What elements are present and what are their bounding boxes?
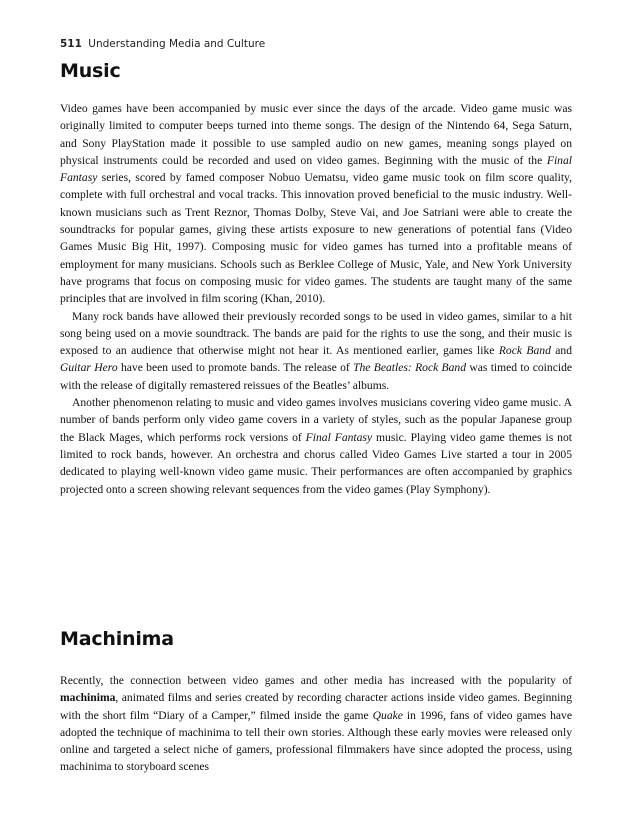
emphasis-text: The Beatles: Rock Band — [353, 361, 467, 375]
paragraph — [60, 672, 572, 776]
text-run: Another phenomenon relating to music and video games involves musicians covering video game music. A number of bands perform only video game covers in a variety of styles, such as the popular Japanese group the Black Mages, which performs rock versions of — [60, 396, 572, 444]
emphasis-text: Final Fantasy — [305, 430, 373, 444]
text-run: music. Playing video game themes is not limited to rock bands, however. An orchestra and chorus called Video Games Live started a tour in 2005 dedicated to playing well-known video game music. Their performances are often accompanied by graphics projected onto a screen showing relevant sequences from the video games (Play Symphony). — [60, 430, 572, 496]
paragraph — [60, 394, 572, 498]
emphasis-text: machinima — [60, 691, 116, 705]
emphasis-text: Quake — [372, 708, 403, 722]
text-run: Many rock bands have allowed their previously recorded songs to be used in video games, similar to a hit song being used on a movie soundtrack. The bands are paid for the rights to use the song, and their music is exposed to an audience that otherwise might not hear it. As mentioned earlier, games like — [60, 309, 572, 358]
emphasis-text: Final Fantasy — [60, 153, 572, 185]
section-heading-music: Music — [60, 60, 121, 82]
text-run: Video games have been accompanied by music ever since the days of the arcade. Video game music was originally limited to computer beeps turned into theme songs. The design of the Nintendo 64, Sega Saturn, and Sony PlayStation made it possible to use sampled audio on new games, meaning songs played on physical instruments could be recorded and used on video games. Beginning with the music of the — [60, 102, 572, 167]
text-run: have been used to promote bands. The release of — [117, 361, 354, 375]
emphasis-text: Guitar Hero — [60, 361, 118, 375]
text-run: Recently, the connection between video games and other media has increased with the popularity of — [60, 674, 572, 687]
text-run: in 1996, fans of video games have adopted the technique of machinima to tell their own stories. Although these early movies were released only online and targeted a select niche of gamers, professional filmmakers have since adopted the process, using machinima to storyboard scenes — [60, 708, 572, 774]
emphasis-text: Rock Band — [498, 344, 551, 358]
paragraph — [60, 100, 572, 308]
paragraph — [60, 308, 572, 394]
book-title: Understanding Media and Culture — [88, 38, 266, 50]
text-run: and — [550, 344, 573, 358]
page-number: 511 — [60, 38, 82, 50]
section-body-machinima — [60, 672, 572, 776]
section-body-music — [60, 100, 572, 498]
text-run: , animated films and series created by recording character actions inside video games. Beginning with the short film “Diary of a Camper,” filmed inside the game — [60, 691, 572, 722]
text-run: series, scored by famed composer Nobuo Uematsu, video game music took on film score quality, complete with full orchestral and vocal tracks. This innovation proved beneficial to the music industry. Well-known musicians such as Trent Reznor, Thomas Dolby, Steve Vai, and Joe Satriani were able to create the soundtracks for popular games, giving these artists exposure to new generations of potential fans (Video Games Music Big Hit, 1997). Composing music for video games has turned into a profitable means of employment for many musicians. Schools such as Berklee College of Music, Yale, and New York University have programs that focus on composing music for video games. The students are taught many of the same principles that are involved in film scoring (Khan, 2010). — [60, 171, 572, 306]
section-heading-machinima: Machinima — [60, 628, 174, 650]
text-run: was timed to coincide with the release of digitally remastered reissues of the Beatles’ albums. — [60, 361, 573, 392]
running-header — [60, 38, 265, 50]
